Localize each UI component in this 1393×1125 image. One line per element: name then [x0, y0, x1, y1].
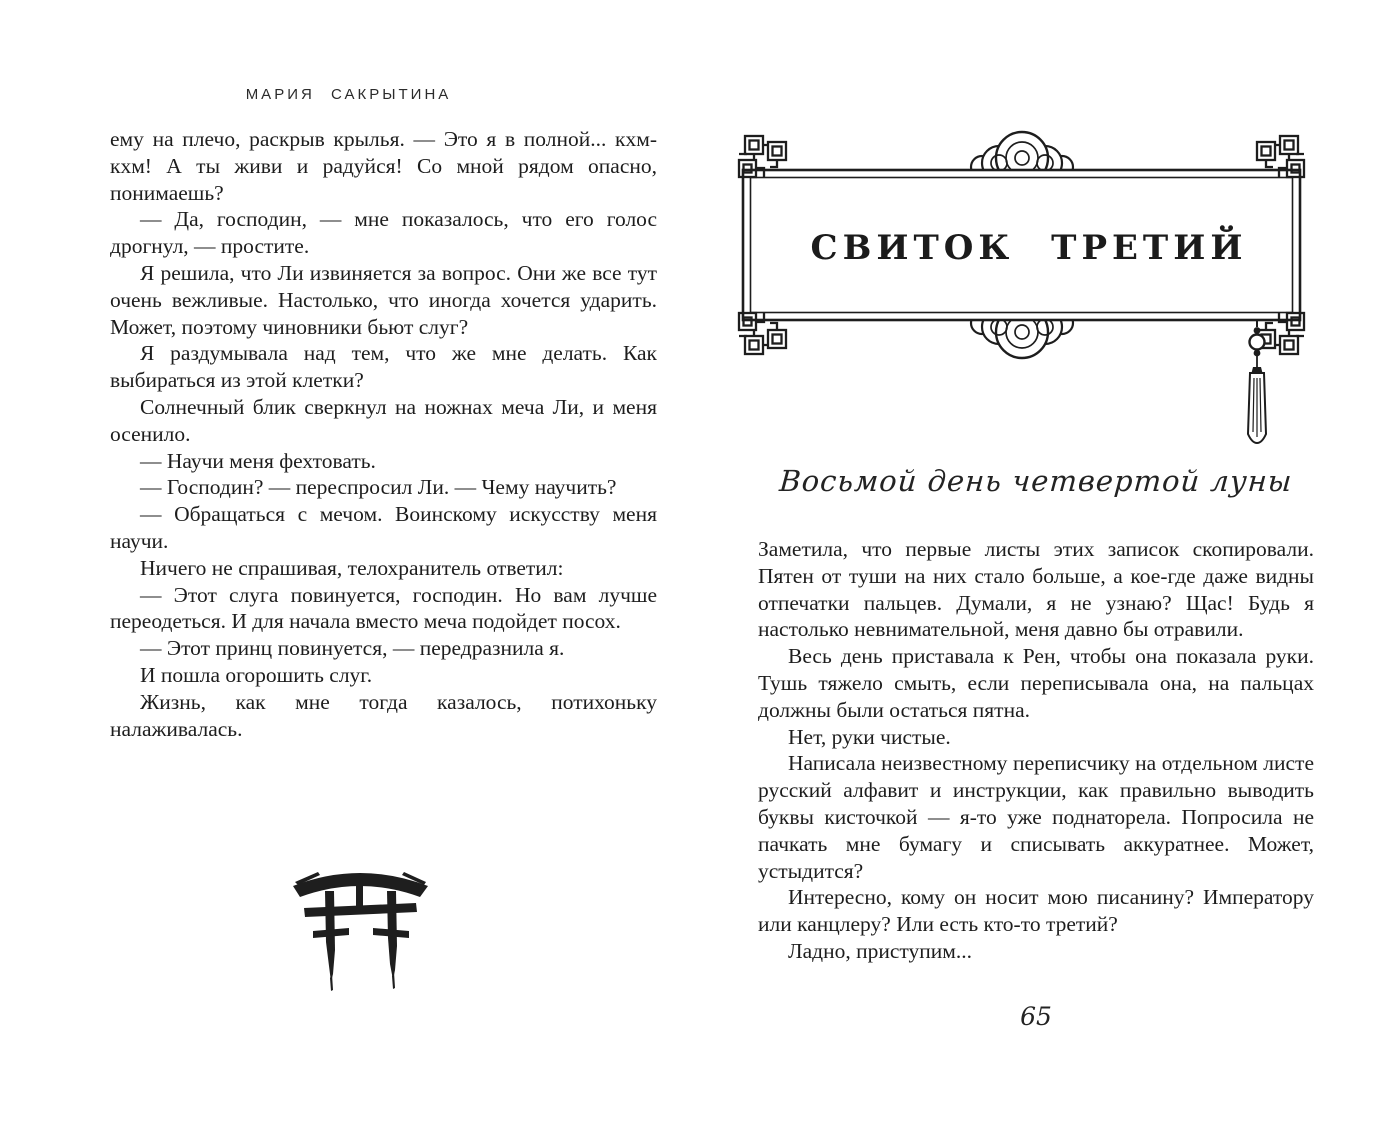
cloud-ornament-bottom [971, 306, 1073, 358]
right-page [697, 0, 1393, 1125]
right-page-text-column [758, 536, 1314, 965]
left-page-text-column [110, 126, 657, 742]
paragraph: Ничего не спрашивая, телохранитель ответил: [140, 555, 564, 580]
paragraph: Заметила, что первые листы этих записок скопировали. Пятен от туши на них стало больше, а кое-где даже видны отпечатки пальцев. Думали, я не узнаю? Щас! Будь я настолько невнимательной, меня давно бы отравили. [758, 537, 1314, 642]
paragraph: Ладно, приступим... [788, 938, 972, 963]
tassel-icon [1248, 320, 1266, 443]
paragraph: Интересно, кому он носит мою писанину? Императору или канцлеру? Или есть кто-то третий? [758, 885, 1314, 937]
paragraph: — Этот принц повинуется, — передразнила я. [140, 636, 565, 661]
paragraph: — Этот слуга повинуется, господин. Но вам лучше переодеться. И для начала вместо меча подойдет посох. [110, 582, 657, 634]
chapter-plaque [733, 106, 1325, 451]
paragraph: Солнечный блик сверкнул на ножнах меча Ли, и меня осенило. [110, 394, 657, 446]
cloud-ornament-top [971, 132, 1073, 184]
paragraph: И пошла огорошить слуг. [140, 662, 373, 687]
paragraph: Написала неизвестному переписчику на отдельном листе русский алфавит и инструкции, как правильно выводить буквы кисточкой — я-то уже поднаторела. Попросила не пачкать мне бумагу и списывать аккуратнее. Может, устыдится? [758, 751, 1314, 883]
chapter-frame-ornament [733, 106, 1325, 451]
torii-gate-illustration [288, 858, 434, 998]
paragraph: — Обращаться с мечом. Воинскому искусству меня научи. [110, 502, 657, 553]
chapter-title: СВИТОК ТРЕТИЙ [810, 228, 1248, 268]
paragraph: — Господин? — переспросил Ли. — Чему научить? [140, 475, 617, 500]
paragraph: Жизнь, как мне тогда казалось, потихоньку налаживалась. [110, 689, 657, 741]
paragraph: Я раздумывала над тем, что же мне делать. Как выбираться из этой клетки? [110, 341, 657, 393]
paragraph: — Научи меня фехтовать. [140, 448, 376, 473]
paragraph: Я решила, что Ли извиняется за вопрос. Они же все тут очень вежливые. Настолько, что иногда хочется ударить. Может, поэтому чиновники бьют слуг? [110, 260, 657, 339]
running-header-author: МАРИЯ САКРЫТИНА [245, 86, 452, 103]
date-heading: Восьмой день четвертой луны [778, 464, 1294, 498]
paragraph: Весь день приставала к Рен, чтобы она показала руки. Тушь тяжело смыть, если переписывала она, на пальцах должны были остаться пятна. [758, 644, 1314, 722]
paragraph: Нет, руки чистые. [788, 724, 951, 749]
paragraph: — Да, господин, — мне показалось, что его голос дрогнул, — простите. [110, 207, 657, 259]
page-number: 65 [1020, 1002, 1052, 1031]
paragraph: ему на плечо, раскрыв крылья. — Это я в полной... кхм-кхм! А ты живи и радуйся! Со мной рядом опасно, понимаешь? [110, 127, 657, 205]
